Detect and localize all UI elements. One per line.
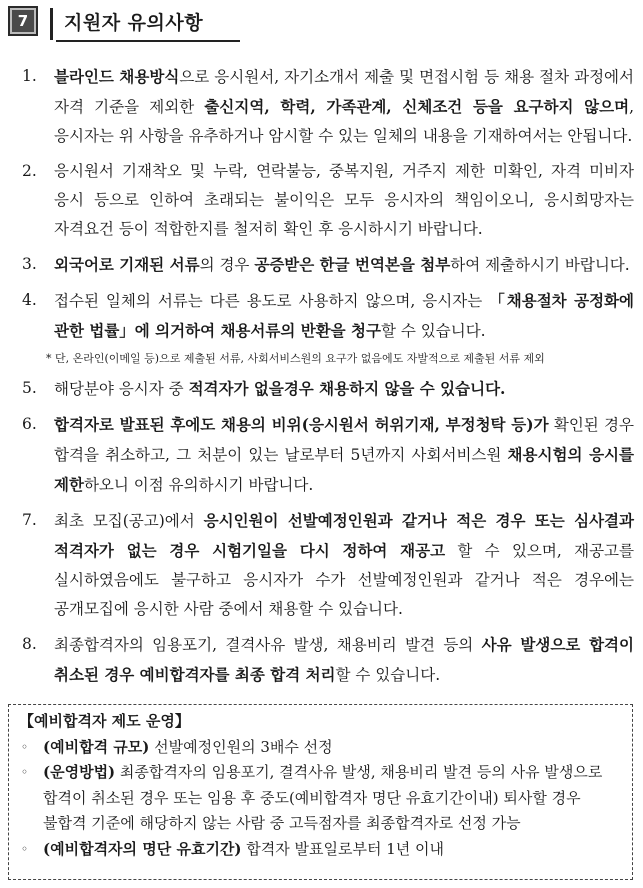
reserve-item-text: 합격자 발표일로부터 1년 이내 xyxy=(241,839,445,858)
notice-text: 할 수 있습니다. xyxy=(380,322,486,340)
notice-text: 접수된 일체의 서류는 다른 용도로 사용하지 않으며, 응시자는 xyxy=(54,292,490,310)
reserve-item-label: (운영방법) xyxy=(43,763,116,781)
notice-text: 최초 모집(공고)에서 xyxy=(54,512,204,530)
notice-text: 의 경우 xyxy=(199,256,255,274)
notice-item-number: 5. xyxy=(22,379,37,397)
notice-emphasis-text: 출신지역, 학력, 가족관계, 신체조건 등을 요구하지 않으며 xyxy=(204,97,630,116)
reserve-item-label: (예비합격 규모) xyxy=(43,737,150,756)
reserve-box-item xyxy=(19,760,622,837)
notice-emphasis-text: 응시인원이 선발예정인원과 같거나 적은 경우 또는 심사결과 적격자가 없는 경우 시험기일을 다시 정하여 재공고 xyxy=(54,511,634,560)
section-title-underline xyxy=(56,40,240,42)
notice-item xyxy=(22,374,634,404)
notice-item xyxy=(22,62,634,151)
reserve-item-text: 선발예정인원의 3배수 선정 xyxy=(149,737,333,756)
section-title: 지원자 유의사항 xyxy=(64,12,204,34)
notice-item-number: 3. xyxy=(22,255,37,273)
notice-text: 해당분야 응시자 중 xyxy=(54,380,189,398)
reserve-item-label: (예비합격자의 명단 유효기간) xyxy=(43,839,242,858)
notice-item-number: 4. xyxy=(22,291,37,309)
notice-item-number: 7. xyxy=(22,511,37,529)
notice-text: 할 수 있습니다. xyxy=(335,666,441,684)
notice-text: 하여 제출하시기 바랍니다. xyxy=(450,256,630,274)
notice-text: 응시원서 기재착오 및 누락, 연락불능, 중복지원, 거주지 제한 미확인, 자격 미비자 응시 등으로 인하여 초래되는 불이익은 모두 응시자의 책임이오니, 응시희망자는 자격요건 등이 적합한지를 철저히 확인 후 응시하시기 바랍니다. xyxy=(54,162,634,238)
notice-emphasis-text: 공증받은 한글 번역본을 첨부 xyxy=(254,255,451,274)
notice-text: 확인된 경우 합격을 취소하고, 그 처분이 있는 날로부터 5년까지 사회서비스원 xyxy=(54,416,634,464)
notice-text: 최종합격자의 임용포기, 결격사유 발생, 채용비리 발견 등의 xyxy=(54,636,482,654)
notice-item-number: 1. xyxy=(22,67,37,85)
notice-item-number: 8. xyxy=(22,635,37,653)
section-header xyxy=(8,6,636,42)
reserve-box-item xyxy=(19,837,622,863)
notice-emphasis-text: 블라인드 채용방식 xyxy=(54,67,180,86)
notice-text: , 응시자는 위 사항을 유추하거나 암시할 수 있는 일체의 내용을 기재하여서는 안됩니다. xyxy=(54,98,634,145)
notice-item xyxy=(22,410,634,500)
notice-text: 하오니 이점 유의하시기 바랍니다. xyxy=(83,476,314,494)
section-number-badge: 7 xyxy=(8,6,38,36)
notice-item-number: 2. xyxy=(22,162,37,180)
notice-item xyxy=(22,630,634,690)
notice-item xyxy=(22,250,634,280)
notice-emphasis-text: 적격자가 없을경우 채용하지 않을 수 있습니다. xyxy=(188,379,506,398)
reserve-box-item xyxy=(19,735,622,761)
bullet-icon: ◦ xyxy=(21,765,29,779)
notice-item xyxy=(22,286,634,346)
bullet-icon: ◦ xyxy=(21,739,29,754)
notice-footnote: * 단, 온라인(이메일 등)으로 제출된 서류, 사회서비스원의 요구가 없음에도 자발적으로 제출된 서류 제외 xyxy=(46,352,545,365)
notice-emphasis-text: 외국어로 기재된 서류 xyxy=(54,255,200,274)
section-divider-bar xyxy=(50,8,53,40)
notice-text: 으로 응시원서, 자기소개서 제출 및 면접시험 등 채용 절차 과정에서 자격 기준을 제외한 xyxy=(54,68,634,116)
notice-text: 할 수 있으며, 재공고를 실시하였음에도 불구하고 응시자가 수가 선발예정인원과 같거나 적은 경우에는 공개모집에 응시한 사람 중에서 채용할 수 있습니다. xyxy=(54,542,634,618)
reserve-candidate-box xyxy=(8,704,633,880)
notice-item xyxy=(22,157,634,244)
notice-item xyxy=(22,506,634,624)
bullet-icon: ◦ xyxy=(21,841,29,856)
reserve-box-list xyxy=(19,735,622,863)
notice-emphasis-text: 사유 발생으로 합격이 취소된 경우 예비합격자를 최종 합격 처리 xyxy=(54,635,634,684)
reserve-box-title: 【예비합격자 제도 운영】 xyxy=(19,712,190,730)
notice-emphasis-text: 채용시험의 응시를 제한 xyxy=(54,445,634,494)
notice-item-number: 6. xyxy=(22,415,37,433)
reserve-item-text: 최종합격자의 임용포기, 결격사유 발생, 채용비리 발견 등의 사유 발생으로 합격이 취소된 경우 또는 임용 후 중도(예비합격자 명단 유효기간이내) 퇴사할 경우 불합격 기준에 해당하지 않는 사람 중 고득점자를 최종합격자로 선정 가능 xyxy=(43,763,603,832)
notice-list xyxy=(22,62,634,696)
notice-emphasis-text: 합격자로 발표된 후에도 채용의 비위(응시원서 허위기재, 부정청탁 등)가 xyxy=(54,415,549,434)
notice-emphasis-text: 「채용절차 공정화에 관한 법률」에 의거하여 채용서류의 반환을 청구 xyxy=(54,291,634,340)
